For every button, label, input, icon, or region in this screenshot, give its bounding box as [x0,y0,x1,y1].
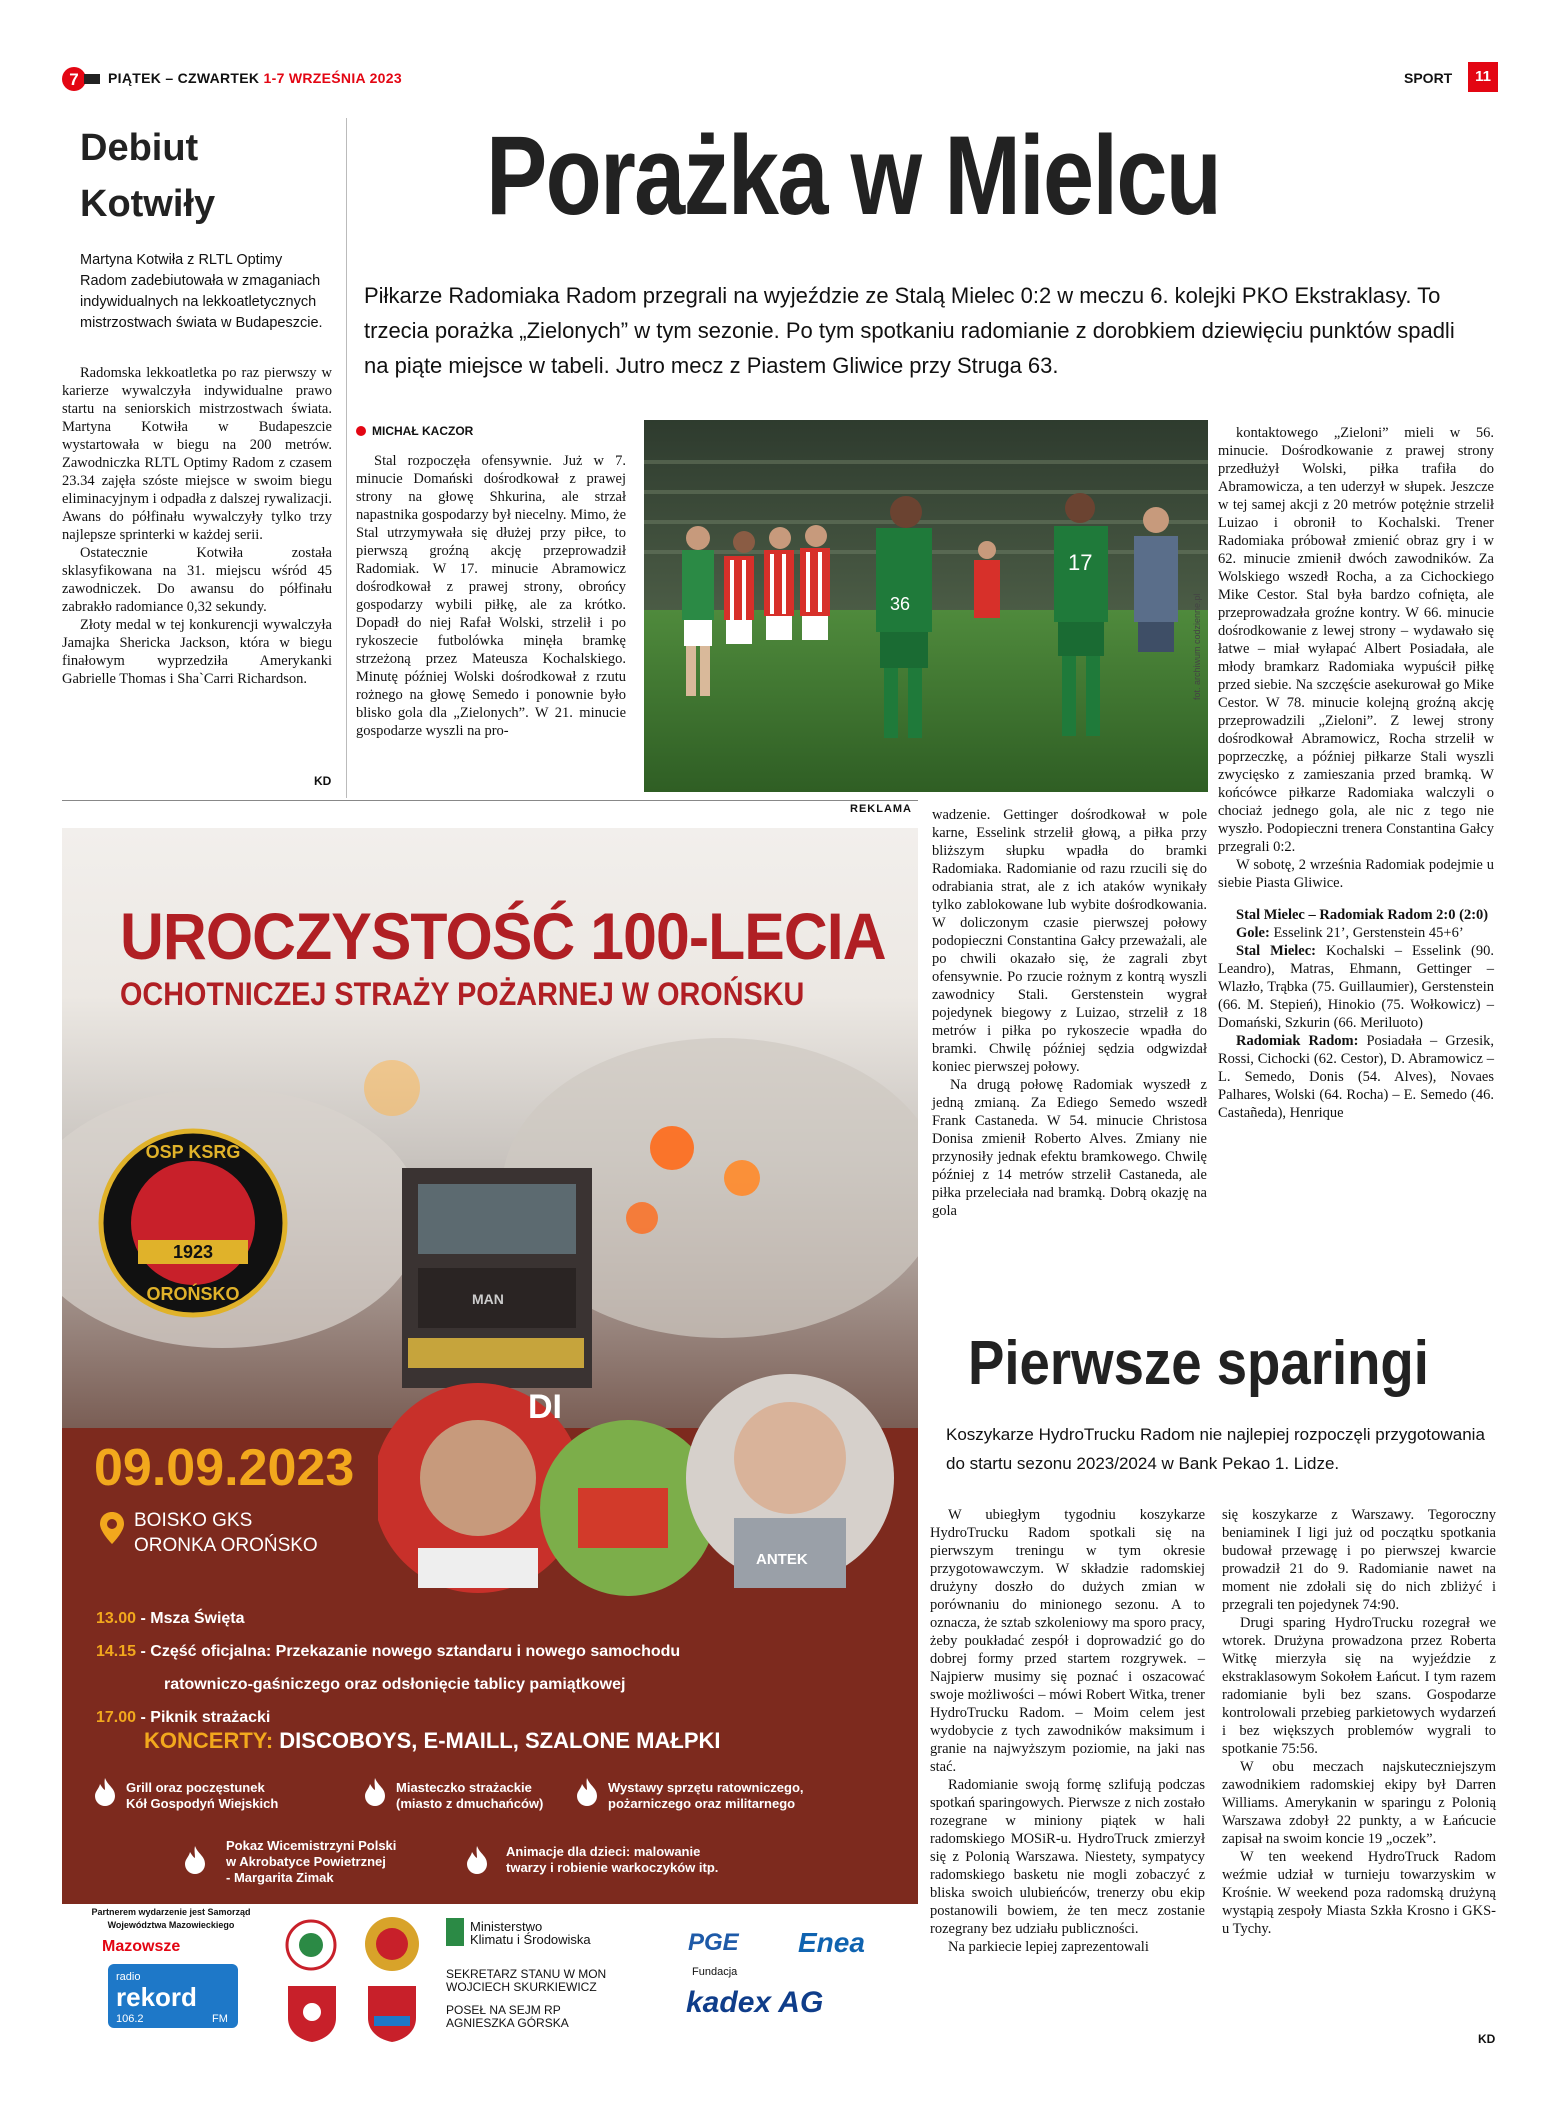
venue-line-2: ORONKA OROŃSKO [134,1535,318,1556]
partner-note: Partnerem wydarzenie jest Samorząd Województwa Mazowieckiego [91,1907,251,1930]
event-schedule [96,1602,680,1734]
attraction-grill: Grill oraz poczęstunek Kół Gospodyń Wiejskich [126,1780,279,1811]
svg-text:36: 36 [890,594,911,614]
goals: Esselink 21’, Gerstenstein 45+6’ [1273,925,1464,941]
flame-icon [182,1846,208,1876]
mp-credit: POSEŁ NA SEJM RP AGNIESZKA GÓRSKA [446,2003,569,2030]
ad-divider [62,800,918,801]
badge-bottom-text: OROŃSKO [146,1284,240,1304]
schedule-item: 17.00 - Piknik strażacki [96,1709,271,1726]
location-pin-icon [100,1512,124,1544]
attraction-exhibit: Wystawy sprzętu ratowniczego, pożarniczego oraz militarnego [608,1780,804,1811]
side-article-body [62,364,332,688]
flame-icon [362,1778,388,1808]
svg-text:17: 17 [1068,550,1093,575]
svg-text:rekord: rekord [116,1982,197,2012]
page-number: 11 [1468,62,1498,92]
radio-rekord-logo [108,1964,238,2028]
sparingi-column-1 [930,1506,1205,1956]
ad-label: REKLAMA [850,803,912,815]
match-score: Stal Mielec – Radomiak Radom 2:0 (2:0) [1236,907,1489,923]
photo-caption: fot. archiwum codzienne.pl [1192,593,1202,700]
main-column-1 [356,452,626,740]
paragraph: wadzenie. Gettinger dośrodkował w pole karne, Esselink strzelił głową, a piłka przy bliższym słupku wpadła do bramki Radomiaka. Radomianie od razu rzucili się do odrabiania strat, ale z ich ataków wynikały tylko zablokowane lub wybite dośrodkowania. W doliczonym czasie pierwszej połowy podopieczni Constantina Gałcy przeważali, ale po chwili okazało się, że zagrali zbyt ofensywnie. Po rzucie rożnym z kontrą wyszli zawodnicy Stali. Gerstenstein wygrał pojedynek biegowy z Luizao, strzelił z 18 metrów i piłka po rykoszecie wpadła do bramki. Chwilę później sędzia odgwizdał koniec pierwszej połowy. [932,807,1207,1075]
match-photo [644,420,1208,792]
coat-of-arms-1 [288,1986,336,2042]
paragraph: W sobotę, 2 września Radomiak podejmie u siebie Piasta Gliwice. [1218,857,1494,891]
badge-top-text: OSP KSRG [145,1142,241,1162]
publication-logo [62,66,102,92]
paragraph: Ostatecznie Kotwiła została sklasyfikowana na 31. miejscu wśród 45 zawodniczek. Do awansu do półfinału zabrakło radomiance 0,32 sekundy. [62,545,332,615]
venue-line-1: BOISKO GKS [134,1510,253,1531]
secretary-credit: SEKRETARZ STANU W MON WOJCIECH SKURKIEWICZ [446,1967,607,1994]
paragraph: Na parkiecie lepiej zaprezentowali [948,1939,1149,1955]
team1-label: Stal Mielec: [1236,943,1317,959]
paragraph: się koszykarze z Warszawy. Tegoroczny beniaminek I ligi już od początku spotkania budował przewagę i po pierwszej kwarcie prowadził 21 do 9. Radomianie nawet na moment nie zdołali się do nich zbliżyć i przegrali ten pojedynek 74:90. [1222,1507,1496,1613]
issue-date: PIĄTEK – CZWARTEK 1-7 WRZEŚNIA 2023 [108,70,402,86]
ad-headline: UROCZYSTOŚĆ 100-LECIA [120,899,886,973]
paragraph: Stal rozpoczęła ofensywnie. Już w 7. minucie Domański dośrodkował z prawej strony na głowę Shkurina, ale strzał napastnika gospodarzy był niecelny. Mimo, że Stal utrzymywała się dłużej przy piłce, to pierwszą groźną akcję przeprowadził Radomiak. W 17. minucie Abramowicz dośrodkował z prawej strony, obrońcy gospodarzy wybili piłkę, ale za krótko. Dopadł do niej Rafał Wolski, strzelił i po rykoszecie futbolówka minęła bramkę strzeżoną przez Mateusza Kochalskiego. Minutę później Wolski dośrodkował z rzutu rożnego na głowę Semedo i ponownie było blisko gola dla „Zielonych”. W 21. minucie gospodarze wyszli na pro- [356,453,626,739]
paragraph: Radomianie swoją formę szlifują podczas spotkań sparingowych. Pierwsze z nich zostało rozegrane w miniony piątek w hali radomskiego MOSiR-u. HydroTruck zmierzył się z Polonią Warszawa. Niestety, sympatycy radomskiego basketu nie mogli zobaczyć z bliska swoich ulubieńców, trenerzy obu ekip postanowili bowiem, że ten mecz zostanie rozegrany bez udziału publiczności. [930,1777,1205,1937]
team1-lineup: Kochalski – Esselink (90. Leandro), Matras, Ehmann, Gettinger – Wlazło, Trąbka (75. Guillaumier), Gerstenstein (66. M. Stepień), Hinokio (75. Wołkowicz) – Domański, Szkurin (66. Meriluoto) [1218,943,1494,1031]
main-lead: Piłkarze Radomiaka Radom przegrali na wyjeździe ze Stalą Mielec 0:2 w meczu 6. kolejki PKO Ekstraklasy. To trzecia porażka „Zielonych” w tym sezonie. Po tym spotkaniu radomianie z dorobkiem dziewięciu punktów spadli na piąte miejsce w tabeli. Jutro mecz z Piastem Gliwice przy Struga 63. [364,283,1455,378]
paragraph: W ten weekend HydroTruck Radom weźmie udział w turnieju towarzyskim w Krośnie. W weekend poza radomską drużyną wystąpią zespoły Miasta Szkła Krosno i GKS-u Tychy. [1222,1849,1496,1937]
paragraph: W obu meczach najskuteczniejszym zawodnikiem radomskiej ekipy był Darren Williams. Amerykanin w sparingu z Polonią Warszawa zdobył 22 punkty, a w Łańcucie zapisał na swoim koncie 19 „oczek”. [1222,1759,1496,1847]
pge-logo: PGE [688,1929,739,1956]
section-name: SPORT [1404,70,1453,86]
schedule-item: 13.00 - Msza Święta [96,1610,245,1627]
paragraph: Drugi sparing HydroTrucku rozegrał we wtorek. Drużyna prowadzona przez Roberta Witkę mierzyła się na wyjeździe z ekstraklasowym Sokołem Łańcut. I tym razem radomianie byli bez szans. Gospodarze kontrolowali przebieg parkietowych wydarzeń i bez większych problemów wygrali to spotkanie 75:56. [1222,1615,1496,1757]
concerts-line: KONCERTY: DISCOBOYS, E-MAILL, SZALONE MAŁPKI [144,1728,721,1753]
sparingi-headline: Pierwsze sparingi [968,1329,1429,1398]
schedule-item: 14.15 - Część oficjalna: Przekazanie nowego sztandaru i nowego samochodu [96,1643,681,1660]
paragraph: kontaktowego „Zieloni” mieli w 56. minucie. Dośrodkowanie z prawej strony przedłużył Wolski, piłka trafiła do Abramowicza, a ten uderzył w słupek. Jeszcze w tej samej akcji z 20 metrów potężnie strzelił Luizao i obronił to Kochalski. Trener Radomiaka próbował zmienić obraz gry i w 62. minucie zmienił dwóch zawodników. Za Wolskiego wszedł Rocha, a za Cichockiego Mike Cestor. Stal była bardzo cofnięta, ale przeprowadzała groźne kontry. W 66. minucie dośrodkowanie z lewej strony – wydawało się łatwe – miał wyłapać Albert Posiadała, ale młody bramkarz Radomiaka wypuścił piłkę przed siebie. Na szczęście asekurował go Mike Cestor. W 78. minucie kolejną groźną akcję przeprowadzili „Zieloni”. Z lewej strony dośrodkował Abramowicz, Rocha strzelił w poprzeczkę, a później piłkarze Stali wyszli zwycięsko z zamieszania przed bramką. W końcówce piłkarze Radomiaka walczyli o chociaż jednego gola, ale nic z tego nie wyszło. Podopieczni trenera Constantina Gałcy przegrali 0:2. [1218,425,1494,855]
pge-foundation: Fundacja [692,1966,738,1978]
event-venue [134,1508,318,1558]
paragraph: Na drugą połowę Radomiak wyszedł z jedną zmianą. Za Ediego Semedo wszedł Frank Castaneda. W 54. minucie Christosa Donisa zmienił Roberto Alves. Zmiany nie przynosiły jednak efektu bramkowego. Chwilę później z 14 metrów strzelił Castaneda, ale piłka przeleciała nad bramką. Dobrą okazję na gola [932,1077,1207,1219]
svg-text:FM: FM [212,2013,228,2025]
side-article-lead: Martyna Kotwiła z RLTL Optimy Radom zadebiutowała w zmaganiach indywidualnych na lekkoatletycznych mistrzostwach świata w Budapeszcie. [80,252,323,331]
attraction-town: Miasteczko strażackie (miasto z dmuchańców) [396,1780,544,1811]
side-article-title: Debiut Kotwiły [80,127,216,225]
paragraph: Radomska lekkoatletka po raz pierwszy w karierze wywalczyła indywidualne prawo startu na seniorskich mistrzostwach świata. Martyna Kotwiła w Budapeszcie wystartowała w biegu na 200 metrów. Zawodniczka RLTL Optimy Radom z czasem 23.34 zajęła szóste miejsce w swoim biegu eliminacyjnym i odpadła z dalszej rywalizacji. Awans do półfinału wywalczyły tylko trzy najlepsze sprinterki w każdej serii. [62,365,332,543]
attraction-kids: Animacje dla dzieci: malowanie twarzy i robienie warkoczyków itp. [506,1844,719,1875]
team2-lineup: Posiadała – Grzesik, Rossi, Cichocki (62. Cestor), D. Abramowicz – L. Semedo, Donis (54. Alves), Novaes Palhares, Wolski (64. Rocha) – E. Semedo (46. Castañeda), Henrique [1218,1033,1495,1121]
svg-text:radio: radio [116,1971,141,1983]
ad-partners [62,1904,918,2054]
badge-year: 1923 [172,1242,214,1262]
svg-text:MAN: MAN [472,1291,504,1307]
svg-text:7: 7 [69,70,79,89]
flame-icon [464,1846,490,1876]
match-result-box [1218,906,1494,1122]
kadex-logo: kadex AG [686,1986,824,2019]
sparingi-signature: KD [1478,2032,1496,2046]
antek-text: ANTEK [756,1551,808,1568]
paragraph: Złoty medal w tej konkurencji wywalczyła Jamajka Shericka Jackson, która w biegu finałowym wyprzedziła Amerykanki Gabrielle Thomas i Sha`Carri Richardson. [62,617,332,687]
flame-icon [92,1778,118,1808]
mazowsze-logo: Mazowsze [102,1938,181,1955]
flame-icon [574,1778,600,1808]
advertisement [62,828,918,1904]
main-column-2 [932,806,1207,1220]
main-column-3 [1218,424,1494,1122]
ad-photo-circles [378,1368,918,1608]
column-divider [346,118,347,798]
ministry-logo [446,1918,464,1946]
author-byline: MICHAŁ KACZOR [356,424,473,438]
svg-text:106.2: 106.2 [116,2013,144,2025]
sparingi-column-2 [1222,1506,1496,1938]
kgw-logo [284,1918,338,1972]
event-date: 09.09.2023 [94,1439,355,1497]
disco-text: DI [528,1388,562,1426]
team2-label: Radomiak Radom: [1236,1033,1359,1049]
attraction-acrobatics: Pokaz Wicemistrzyni Polski w Akrobatyce Powietrznej - Margarita Zimak [226,1838,397,1885]
paragraph: W ubiegłym tygodniu koszykarze HydroTrucku Radom spotkali się na pierwszym treningu w tym okresie przygotowawczym. W składzie radomskiej drużyny doszło do dużych zmian w porównaniu do minionego sezonu. A to oznacza, że sztab szkoleniowy ma sporo pracy, żeby poukładać zespół i doprowadzić go do dobrej formy przed startem rozgrywek. – Najpierw musimy się poznać i oszacować swoje możliwości – mówi Robert Witka, trener HydroTrucku Radom. – Moim celem jest wydobycie z tych zawodników maksimum i granie na najwyższym poziomie, na jaki nas stać. [930,1507,1205,1775]
main-headline: Porażka w Mielcu [486,113,1221,238]
coat-of-arms-2 [368,1986,416,2042]
schedule-item: ratowniczo-gaśniczego oraz odsłonięcie tablicy pamiątkowej [164,1676,626,1693]
ministry-name: Ministerstwo Klimatu i Środowiska [470,1919,591,1947]
fire-service-emblem [362,1914,422,1974]
ad-subheadline: OCHOTNICZEJ STRAŻY POŻARNEJ W OROŃSKU [120,976,805,1012]
enea-logo: Enea [798,1927,865,1958]
goals-label: Gole: [1236,925,1270,941]
side-article-signature: KD [314,774,332,788]
osp-badge [98,1118,288,1328]
bullet-icon [356,426,366,436]
sparingi-lead: Koszykarze HydroTrucku Radom nie najlepiej rozpoczęli przygotowania do startu sezonu 2023/2024 w Bank Pekao 1. Lidze. [946,1425,1485,1473]
